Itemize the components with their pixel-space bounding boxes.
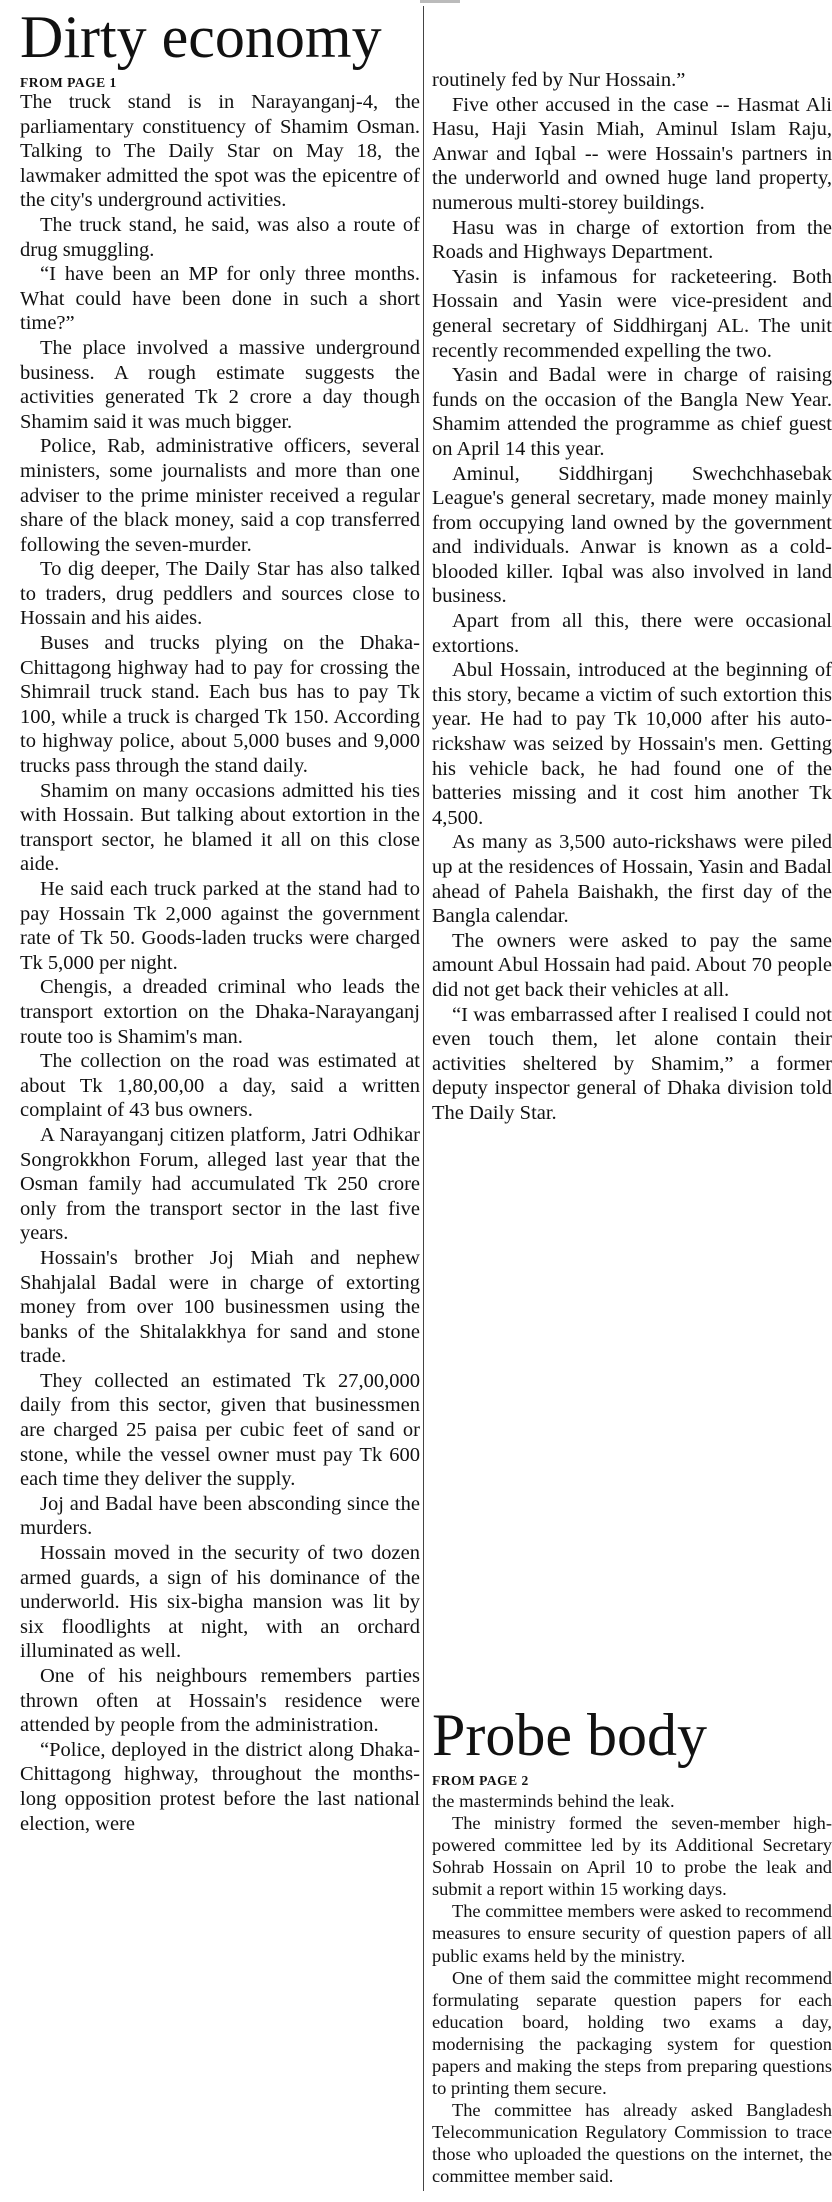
paragraph: A Narayanganj citizen platform, Jatri Odhikar Songrokkhon Forum, alleged last year that the Osman family had accumulated Tk 250 crore only from the transport sector in the last five years.	[20, 1123, 420, 1245]
paragraph: Hossain's brother Joj Miah and nephew Shahjalal Badal were in charge of extorting money from over 100 businessmen using the banks of the Shitalakkhya for sand and stone trade.	[20, 1246, 420, 1368]
paragraph: Hasu was in charge of extortion from the Roads and Highways Department.	[432, 216, 832, 264]
paragraph: Yasin and Badal were in charge of raising funds on the occasion of the Bangla New Year. Shamim attended the programme as chief guest on April 14 this year.	[432, 364, 832, 460]
paragraph: They collected an estimated Tk 27,00,000 daily from this sector, given that businessmen are charged 25 paisa per cubic feet of sand or stone, while the vessel owner must pay Tk 600 each time they deliver the supply.	[20, 1369, 420, 1491]
article-dirty-economy-column-1	[20, 90, 420, 1836]
top-border	[20, 0, 812, 3]
paragraph: To dig deeper, The Daily Star has also talked to traders, drug peddlers and sources close to Hossain and his aides.	[20, 558, 420, 630]
paragraph: He said each truck parked at the stand had to pay Hossain Tk 2,000 against the government rate of Tk 50. Goods-laden trucks were charged Tk 5,000 per night.	[20, 878, 420, 974]
article-probe-body-column	[432, 1790, 832, 2187]
column-divider	[423, 6, 424, 2191]
paragraph: routinely fed by Nur Hossain.”	[432, 69, 686, 91]
kicker-from-page-2: FROM PAGE 2	[432, 1773, 529, 1788]
article-dirty-economy-column-2	[432, 68, 832, 1126]
paragraph: Yasin is infamous for racketeering. Both Hossain and Yasin were vice-president and general secretary of Siddhirganj AL. The unit recently recommended expelling the two.	[432, 265, 832, 362]
paragraph: Shamim on many occasions admitted his ties with Hossain. But talking about extortion in the transport sector, he blamed it all on this close aide.	[20, 779, 420, 876]
paragraph: The truck stand, he said, was also a route of drug smuggling.	[20, 213, 420, 261]
headline-probe-body: Probe body	[432, 1702, 707, 1768]
paragraph: One of them said the committee might recommend formulating separate question papers for each education board, holding two exams a day, modernising the packaging system for question papers and making the steps from preparing questions to printing them secure.	[432, 1967, 832, 2099]
paragraph: Apart from all this, there were occasional extortions.	[432, 610, 832, 657]
paragraph: “I was embarrassed after I realised I could not even touch them, let alone contain their activities sheltered by Shamim,” a former deputy inspector general of Dhaka division told The Daily Star.	[432, 1003, 832, 1124]
paragraph: “I have been an MP for only three months. What could have been done in such a short time?”	[20, 263, 420, 335]
paragraph: The owners were asked to pay the same amount Abul Hossain had paid. About 70 people did not get back their vehicles at all.	[432, 929, 832, 1001]
paragraph: “Police, deployed in the district along Dhaka-Chittagong highway, throughout the months-long opposition protest before the last national election, were	[20, 1738, 420, 1835]
paragraph: The collection on the road was estimated at about Tk 1,80,00,00 a day, said a written complaint of 43 bus owners.	[20, 1050, 420, 1122]
paragraph: the masterminds behind the leak.	[432, 1791, 675, 1811]
top-border-mark	[420, 0, 460, 3]
paragraph: Joj and Badal have been absconding since the murders.	[20, 1492, 420, 1540]
paragraph: The place involved a massive underground business. A rough estimate suggests the activities generated Tk 2 crore a day though Shamim said it was much bigger.	[20, 336, 420, 433]
headline-dirty-economy: Dirty economy	[20, 4, 382, 70]
kicker-from-page-1: FROM PAGE 1	[20, 75, 117, 90]
paragraph: The truck stand is in Narayanganj-4, the parliamentary constituency of Shamim Osman. Talking to The Daily Star on May 18, the lawmaker admitted the spot was the epicentre of the city's underground activities.	[20, 91, 420, 212]
paragraph: Buses and trucks plying on the Dhaka-Chittagong highway had to pay for crossing the Shimrail truck stand. Each bus has to pay Tk 100, while a truck is charged Tk 150. According to highway police, about 5,000 buses and 9,000 trucks pass through the stand daily.	[20, 632, 420, 778]
paragraph: Abul Hossain, introduced at the beginning of this story, became a victim of such extortion this year. He had to pay Tk 10,000 after his auto-rickshaw was seized by Hossain's men. Getting his vehicle back, he had found one of the batteries missing and it cost him another Tk 4,500.	[432, 659, 832, 829]
paragraph: Chengis, a dreaded criminal who leads the transport extortion on the Dhaka-Narayanganj route too is Shamim's man.	[20, 976, 420, 1048]
paragraph: The committee has already asked Bangladesh Telecommunication Regulatory Commission to trace those who uploaded the questions on the internet, the committee member said.	[432, 2100, 832, 2187]
paragraph: One of his neighbours remembers parties thrown often at Hossain's residence were attended by people from the administration.	[20, 1665, 420, 1737]
paragraph: Police, Rab, administrative officers, several ministers, some journalists and more than one adviser to the prime minister received a regular share of the black money, said a cop transferred following the seven-murder.	[20, 435, 420, 556]
paragraph: The committee members were asked to recommend measures to ensure security of question papers of all public exams held by the ministry.	[432, 1901, 832, 1966]
paragraph: As many as 3,500 auto-rickshaws were piled up at the residences of Hossain, Yasin and Badal ahead of Pahela Baishakh, the first day of the Bangla calendar.	[432, 831, 832, 928]
paragraph: Hossain moved in the security of two dozen armed guards, a sign of his dominance of the underworld. His six-bigha mansion was lit by six floodlights at night, with an orchard illuminated as well.	[20, 1542, 420, 1663]
paragraph: Aminul, Siddhirganj Swechchhasebak League's general secretary, made money mainly from occupying land owned by the government and individuals. Anwar is known as a cold-blooded killer. Iqbal was also involved in land business.	[432, 462, 832, 608]
paragraph: The ministry formed the seven-member high-powered committee led by its Additional Secretary Sohrab Hossain on April 10 to probe the leak and submit a report within 15 working days.	[432, 1813, 832, 1900]
paragraph: Five other accused in the case -- Hasmat Ali Hasu, Haji Yasin Miah, Aminul Islam Raju, Anwar and Iqbal -- were Hossain's partners in the underworld and owned huge land property, numerous multi-storey buildings.	[432, 93, 832, 214]
